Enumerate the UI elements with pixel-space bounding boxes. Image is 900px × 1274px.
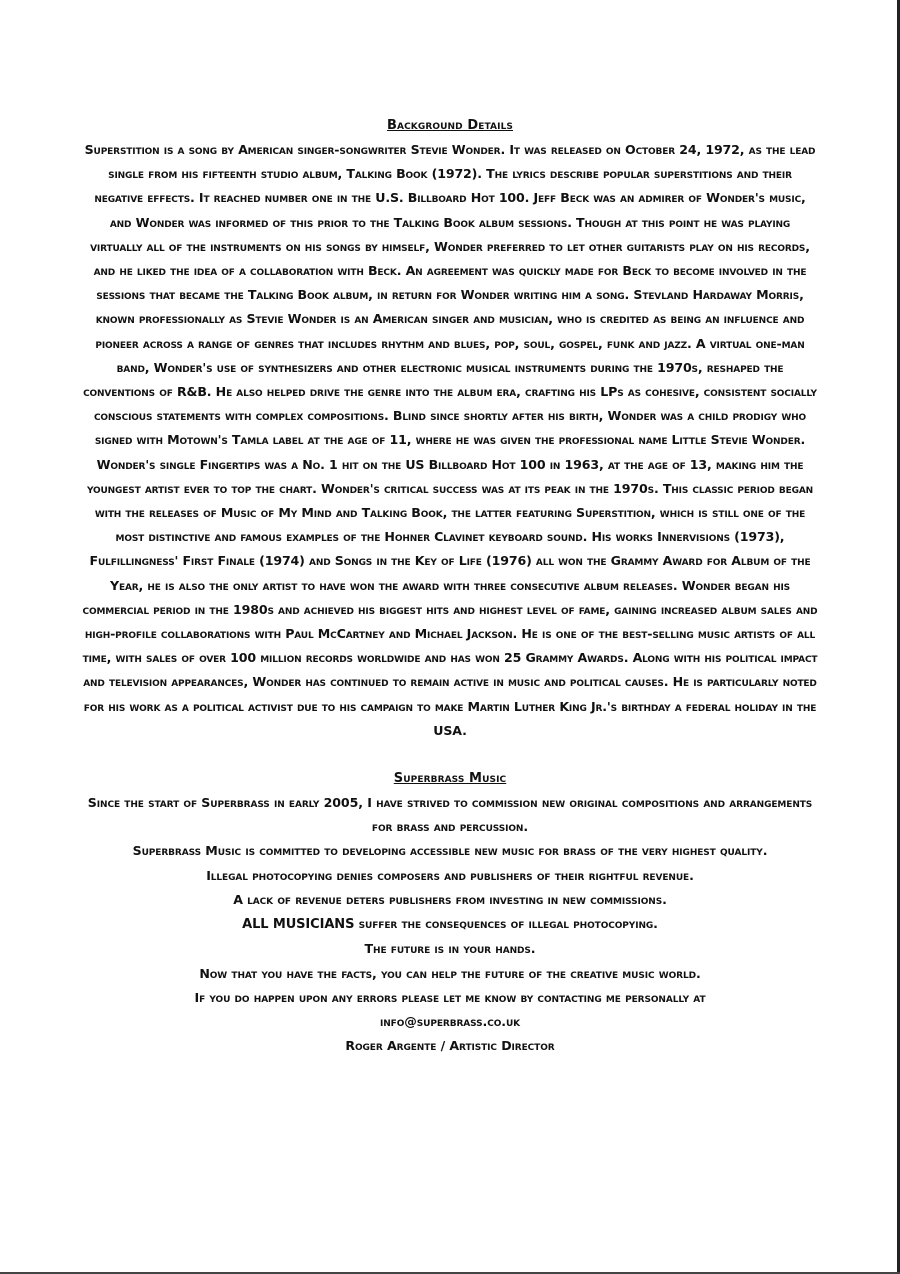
signature-line: Roger Argente / Artistic Director (345, 1038, 555, 1054)
future-statement: The future is in your hands. (364, 941, 536, 957)
document-content (82, 114, 818, 1058)
all-musicians-emphasis: ALL MUSICIANS (242, 917, 355, 933)
photocopying-statement: Illegal photocopying denies composers and publishers of their rightful revenue. (206, 867, 694, 883)
superbrass-music-section (82, 767, 818, 1058)
commitment-statement: Superbrass Music is committed to developing accessible new music for brass of the very highest quality. (132, 843, 768, 859)
musicians-statement-rest: suffer the consequences of illegal photocopying. (354, 916, 658, 932)
superbrass-music-heading: Superbrass Music (393, 771, 507, 787)
background-details-paragraph: Superstition is a song by American singer-songwriter Stevie Wonder. It was released on October 24, 1972, as the lead single from his fifteenth studio album, Talking Book (1972). The lyrics describe popular superstitions and their negative effects. It reached number one in the U.S. Billboard Hot 100. Jeff Beck was an admirer of Wonder's music, and Wonder was informed of this prior to the Talking Book album sessions. Though at this point he was playing virtually all of the instruments on his songs by himself, Wonder preferred to let other guitarists play on his records, and he liked the idea of a collaboration with Beck. An agreement was quickly made for Beck to become involved in the sessions that became the Talking Book album, in return for Wonder writing him a song. Stevland Hardaway Morris, known professionally as Stevie Wonder is an American singer and musician, who is credited as being an influence and pioneer across a range of genres that includes rhythm and blues, pop, soul, gospel, funk and jazz. A virtual one-man band, Wonder's use of synthesizers and other electronic musical instruments during the 1970s, reshaped the conventions of R&B. He also helped drive the genre into the album era, crafting his LPs as cohesive, consistent socially conscious statements with complex compositions. Blind since shortly after his birth, Wonder was a child prodigy who signed with Motown's Tamla label at the age of 11, where he was given the professional name Little Stevie Wonder. Wonder's single Fingertips was a No. 1 hit on the US Billboard Hot 100 in 1963, at the age of 13, making him the youngest artist ever to top the chart. Wonder's critical success was at its peak in the 1970s. This classic period began with the releases of Music of My Mind and Talking Book, the latter featuring Superstition, which is still one of the most distinctive and famous examples of the Hohner Clavinet keyboard sound. His works Innervisions (1973), Fulfillingness' First Finale (1974) and Songs in the Key of Life (1976) all won the Grammy Award for Album of the Year, he is also the only artist to have won the award with three consecutive album releases. Wonder began his commercial period in the 1980s and achieved his biggest hits and highest level of fame, gaining increased album sales and high-profile collaborations with Paul McCartney and Michael Jackson. He is one of the best-selling music artists of all time, with sales of over 100 million records worldwide and has won 25 Grammy Awards. Along with his political impact and television appearances, Wonder has continued to remain active in music and political causes. He is particularly noted for his work as a political activist due to his campaign to make Martin Luther King Jr.'s birthday a federal holiday in the USA. (82, 142, 818, 738)
errors-statement: If you do happen upon any errors please let me know by contacting me personally at (194, 989, 706, 1005)
facts-statement: Now that you have the facts, you can help the future of the creative music world. (199, 965, 701, 981)
musicians-statement (82, 912, 818, 937)
revenue-statement: A lack of revenue deters publishers from investing in new commissions. (233, 891, 667, 907)
commission-statement: Since the start of Superbrass in early 2005, I have strived to commission new original compositions and arrangements for brass and percussion. (87, 795, 813, 835)
background-details-heading: Background Details (387, 118, 513, 133)
background-details-section (82, 114, 818, 743)
contact-email[interactable]: info@superbrass.co.uk (379, 1013, 521, 1029)
